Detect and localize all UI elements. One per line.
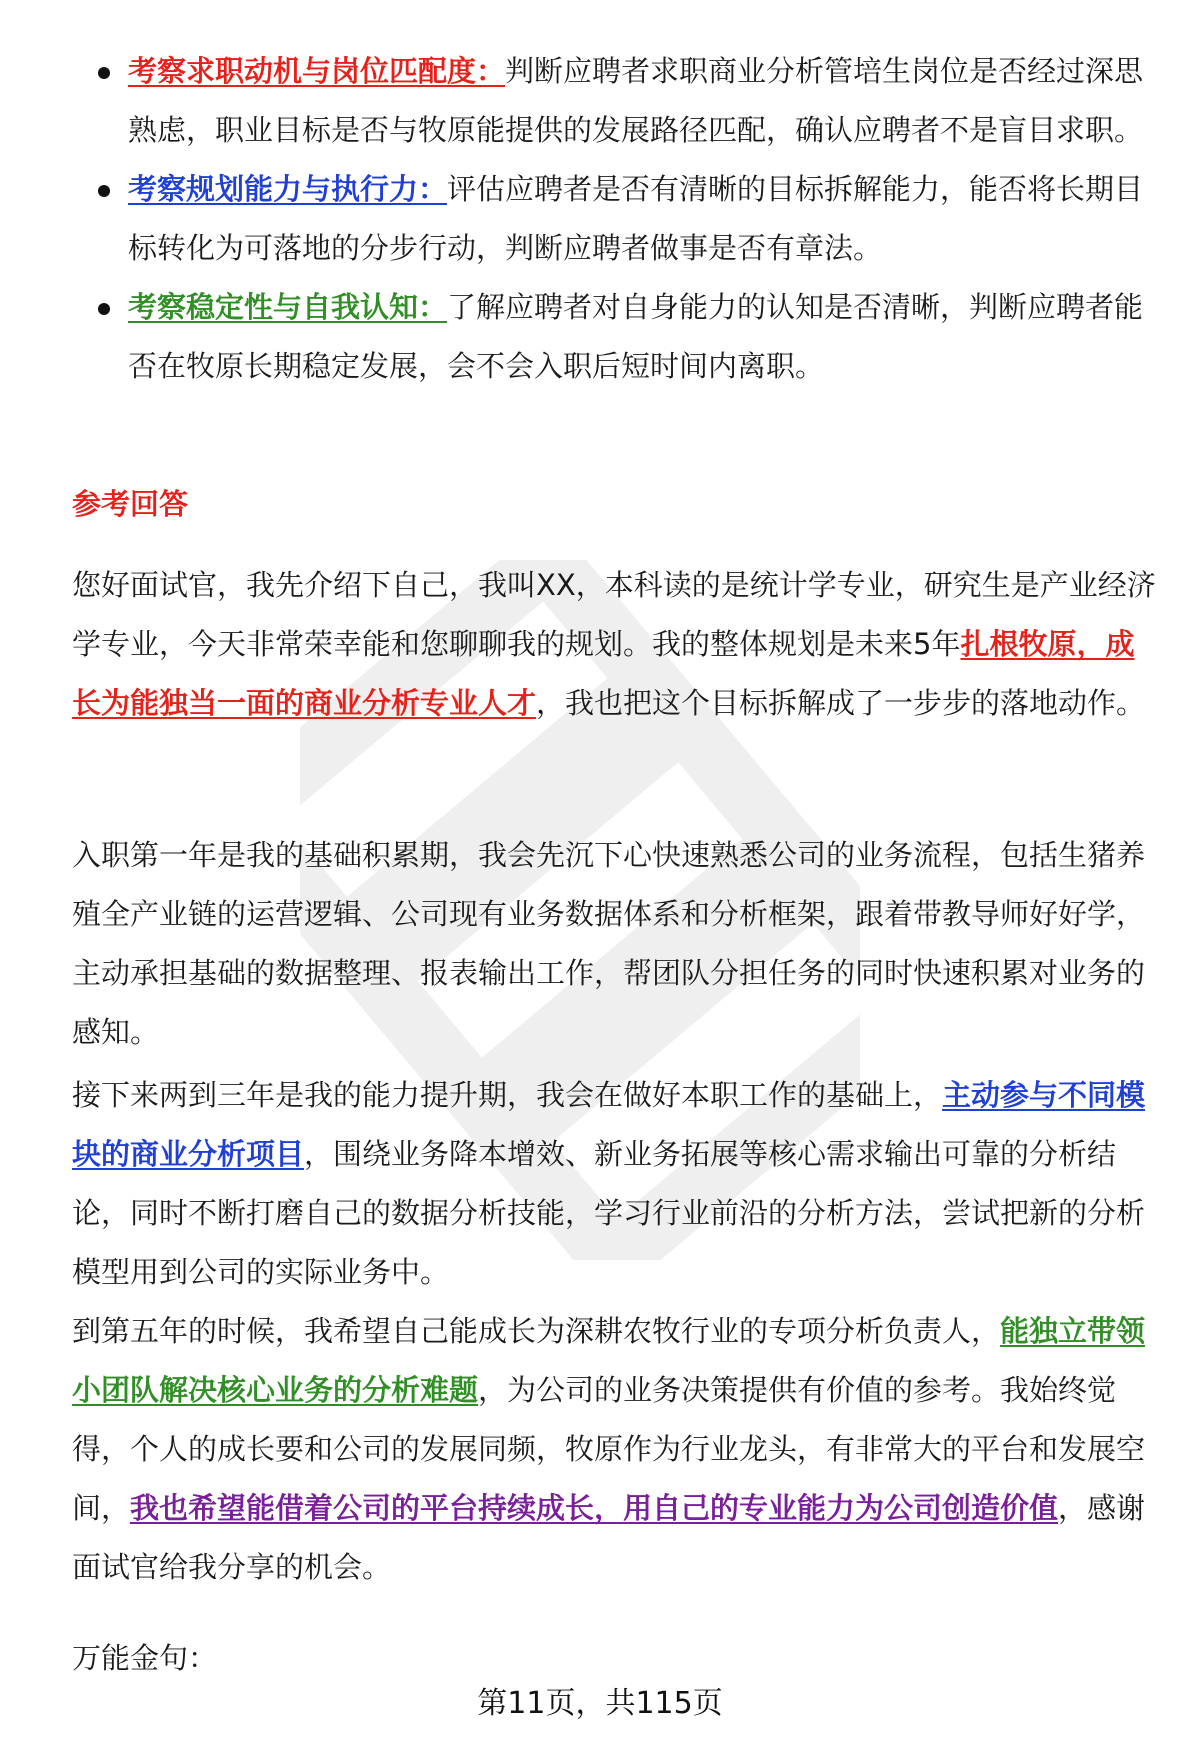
paragraph-highlight: 扎根牧原，成长为能独当一面的商业分析专业人才 bbox=[72, 627, 1135, 720]
answer-paragraph-year-one bbox=[72, 826, 1158, 1062]
criteria-keyword: 考察求职动机与岗位匹配度： bbox=[128, 54, 506, 88]
criteria-item-motivation bbox=[96, 42, 1156, 160]
paragraph-text: ，为公司的业务决策提供有价值的参考。我始终觉得，个人的成长要和公司的发展同频，牧原作为行业龙头，有非常大的平台和发展空间， bbox=[72, 1373, 1146, 1525]
paragraph-highlight: 我也希望能借着公司的平台持续成长，用自己的专业能力为公司创造价值 bbox=[130, 1491, 1059, 1525]
bullet-dot-icon bbox=[98, 67, 110, 79]
bullet-dot-icon bbox=[98, 303, 110, 315]
criteria-item-planning bbox=[96, 160, 1156, 278]
answer-paragraph-years-two-three bbox=[72, 1066, 1158, 1302]
criteria-list bbox=[96, 42, 1156, 396]
paragraph-text: 您好面试官，我先介绍下自己，我叫XX，本科读的是统计学专业，研究生是产业经济学专业，今天非常荣幸能和您聊聊我的规划。我的整体规划是未来5年 bbox=[72, 568, 1156, 661]
criteria-item-stability bbox=[96, 278, 1156, 396]
paragraph-text: 入职第一年是我的基础积累期，我会先沉下心快速熟悉公司的业务流程，包括生猪养殖全产业链的运营逻辑、公司现有业务数据体系和分析框架，跟着带教导师好好学，主动承担基础的数据整理、报表输出工作，帮团队分担任务的同时快速积累对业务的感知。 bbox=[72, 838, 1146, 1049]
paragraph-text: ，我也把这个目标拆解成了一步步的落地动作。 bbox=[536, 686, 1146, 720]
criteria-keyword: 考察规划能力与执行力： bbox=[128, 172, 448, 206]
bullet-dot-icon bbox=[98, 185, 110, 197]
page-number: 第11页，共115页 bbox=[477, 1686, 723, 1721]
paragraph-highlight: 主动参与不同模块的商业分析项目 bbox=[72, 1078, 1146, 1171]
paragraph-text: ，围绕业务降本增效、新业务拓展等核心需求输出可靠的分析结论，同时不断打磨自己的数据分析技能，学习行业前沿的分析方法，尝试把新的分析模型用到公司的实际业务中。 bbox=[72, 1137, 1146, 1289]
criteria-text: 评估应聘者是否有清晰的目标拆解能力，能否将长期目标转化为可落地的分步行动，判断应聘者做事是否有章法。 bbox=[128, 172, 1144, 265]
answer-paragraph-intro bbox=[72, 556, 1158, 733]
paragraph-text: 接下来两到三年是我的能力提升期，我会在做好本职工作的基础上， bbox=[72, 1078, 943, 1112]
criteria-text: 了解应聘者对自身能力的认知是否清晰，判断应聘者能否在牧原长期稳定发展，会不会入职后短时间内离职。 bbox=[128, 290, 1144, 383]
paragraph-highlight: 能独立带领小团队解决核心业务的分析难题 bbox=[72, 1314, 1146, 1407]
answer-paragraph-year-five bbox=[72, 1302, 1158, 1597]
section-title: 参考回答 bbox=[72, 487, 189, 521]
golden-sentence-label: 万能金句： bbox=[72, 1641, 218, 1675]
paragraph-text: ，感谢面试官给我分享的机会。 bbox=[72, 1491, 1146, 1584]
paragraph-text: 到第五年的时候，我希望自己能成长为深耕农牧行业的专项分析负责人， bbox=[72, 1314, 1001, 1348]
criteria-text: 判断应聘者求职商业分析管培生岗位是否经过深思熟虑，职业目标是否与牧原能提供的发展路径匹配，确认应聘者不是盲目求职。 bbox=[128, 54, 1144, 147]
criteria-keyword: 考察稳定性与自我认知： bbox=[128, 290, 448, 324]
